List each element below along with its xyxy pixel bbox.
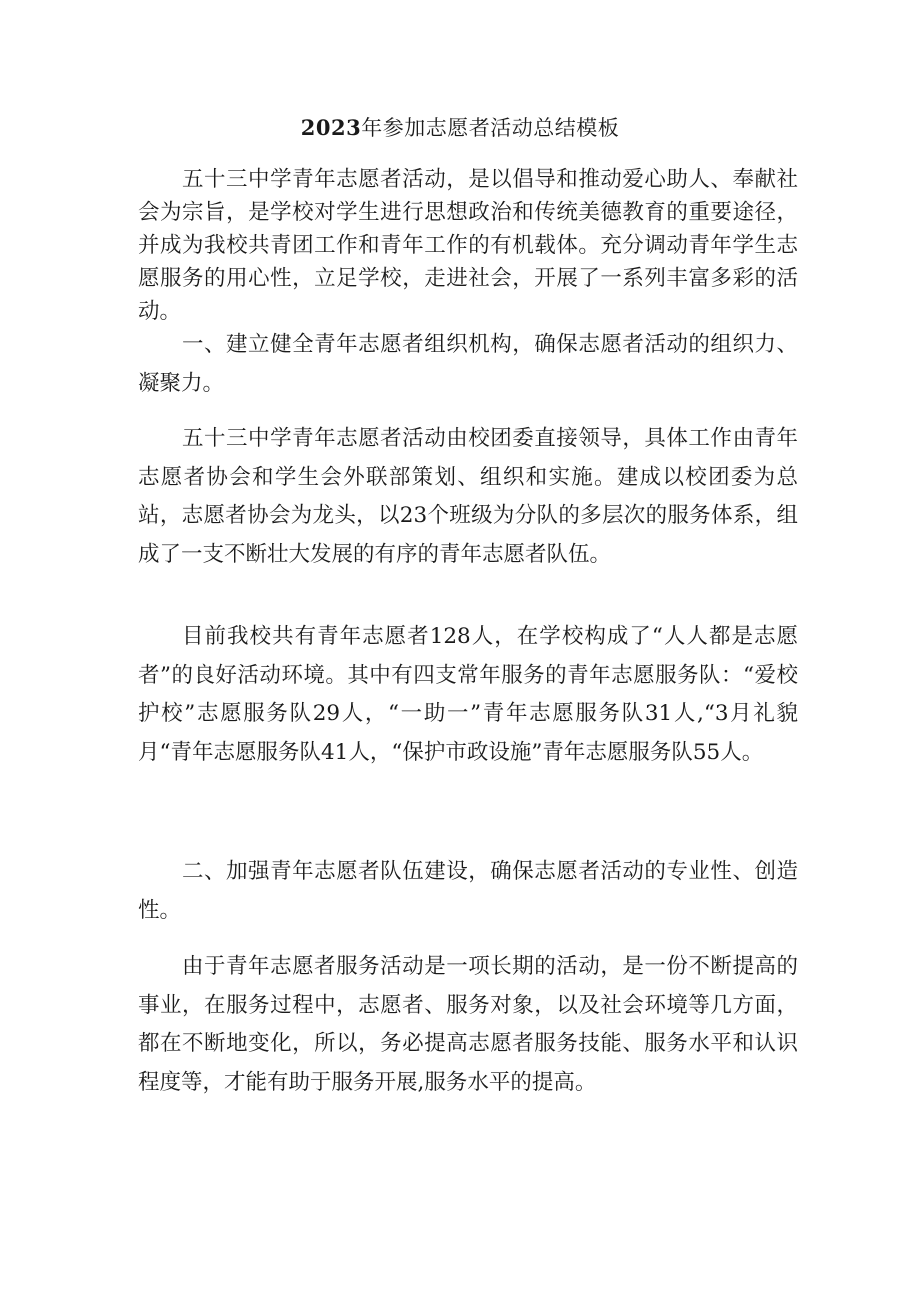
title-year: 2023 — [300, 115, 362, 140]
section-heading-2: 二、加强青年志愿者队伍建设，确保志愿者活动的专业性、创造性。 — [138, 859, 798, 923]
paragraph-volunteer-teams: 目前我校共有青年志愿者128人，在学校构成了“人人都是志愿者”的良好活动环境。其中有四支常年服务的青年志愿服务队：“爱校护校”志愿服务队29人，“一助一”青年志愿服务队31人,“3月礼貌月“青年志愿服务队41人，“保护市政设施”青年志愿服务队55人。 — [138, 624, 798, 766]
paragraph-intro: 五十三中学青年志愿者活动，是以倡导和推动爱心助人、奉献社会为宗旨，是学校对学生进行思想政治和传统美德教育的重要途径，并成为我校共青团工作和青年工作的有机载体。充分调动青年学生志愿服务的用心性，立足学校，走进社会，开展了一系列丰富多彩的活动。 — [138, 167, 798, 324]
paragraph-development: 由于青年志愿者服务活动是一项长期的活动，是一份不断提高的事业，在服务过程中，志愿者、服务对象，以及社会环境等几方面，都在不断地变化，所以，务必提高志愿者服务技能、服务水平和认识程度等，才能有助于服务开展,服务水平的提高。 — [138, 954, 798, 1096]
document-title — [0, 114, 920, 142]
paragraph-organization: 五十三中学青年志愿者活动由校团委直接领导，具体工作由青年志愿者协会和学生会外联部策划、组织和实施。建成以校团委为总站，志愿者协会为龙头，以23个班级为分队的多层次的服务体系，组成了一支不断壮大发展的有序的青年志愿者队伍。 — [138, 426, 798, 568]
title-text: 年参加志愿者活动总结模板 — [361, 116, 620, 140]
section-heading-1: 一、建立健全青年志愿者组织机构，确保志愿者活动的组织力、凝聚力。 — [138, 332, 798, 396]
